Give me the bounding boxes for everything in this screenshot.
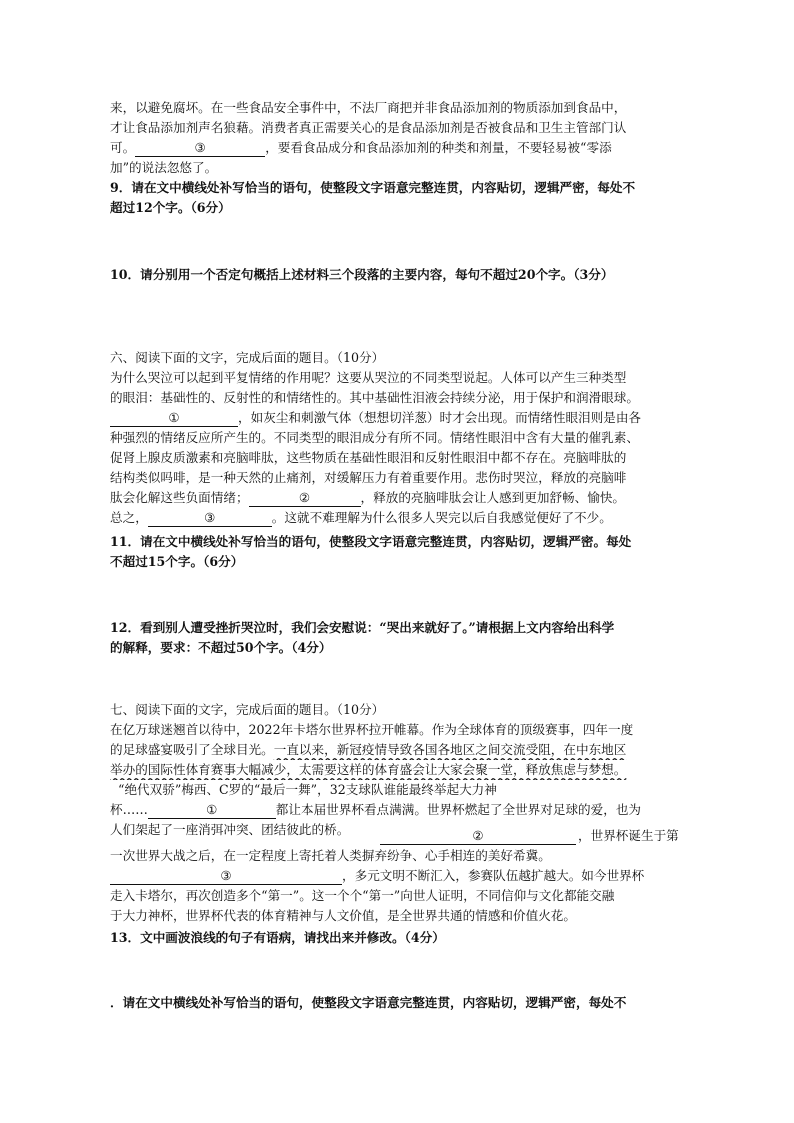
passage-line: 人们架起了一座消弭冲突、团结彼此的桥。 (110, 822, 350, 837)
passage-line: 才让食品添加剂声名狼藉。消费者真正需要关心的是食品添加剂是否被食品和卫生主管部门认 (110, 120, 627, 135)
answer-blank-2[interactable]: ② (249, 490, 361, 507)
question-10: 10．请分别用一个否定句概括上述材料三个段落的主要内容，每句不超过20个字。（3分） (110, 267, 614, 282)
passage-line-overlay (380, 826, 580, 846)
answer-blank-3[interactable]: ③ (135, 140, 265, 157)
answer-blank-3[interactable]: ③ (148, 510, 272, 527)
answer-blank-2[interactable]: ② (380, 828, 576, 845)
passage-line: 肽会化解这些负面情绪； ② ，释放的亮脑啡肽会让人感到更加舒畅、愉快。 (110, 490, 625, 505)
question-13: 13．文中画波浪线的句子有语病，请找出来并修改。（4分） (110, 930, 445, 945)
question-11: 11．请在文中横线处补写恰当的语句，使整段文字语意完整连贯，内容贴切，逻辑严密。每处 (110, 534, 632, 549)
answer-blank-3[interactable]: ③ (110, 868, 342, 885)
question-12-cont: 的解释，要求：不超过50个字。（4分） (110, 640, 332, 655)
passage-line: ③ ，多元文明不断汇入，参赛队伍越扩越大。如今世界杯 (110, 866, 690, 886)
section-heading: 六、阅读下面的文字，完成后面的题目。（10分） (110, 350, 385, 365)
passage-line: 杯…… ① 都让本届世界杯看点满满。世界杯燃起了全世界对足球的爱，也为 (110, 802, 641, 817)
passage-line: 的足球盛宴吸引了全球目光。一直以来，新冠疫情导致各国各地区之间交流受阻，在中东地区 (110, 742, 627, 757)
passage-line: 为什么哭泣可以起到平复情绪的作用呢？这要从哭泣的不同类型说起。人体可以产生三种类型 (110, 370, 627, 385)
passage-line: 可。 ③ ，要看食品成分和食品添加剂的种类和剂量，不要轻易被“零添 (110, 140, 612, 155)
passage-line: 加”的说法忽悠了。 (110, 160, 218, 175)
wavy-sentence: 一直以来，新冠疫情导致各国各地区之间交流受阻，在中东地区 (273, 742, 627, 757)
answer-blank-1[interactable]: ① (148, 802, 276, 819)
question-12: 12．看到别人遭受挫折哭泣时，我们会安慰说：“哭出来就好了。”请根据上文内容给出科学 (110, 620, 615, 635)
question-14: ．请在文中横线处补写恰当的语句，使整段文字语意完整连贯，内容贴切，逻辑严密，每处不 (110, 995, 627, 1010)
passage-line: 走入卡塔尔，再次创造多个“第一”。这一个个“第一”向世人证明，不同信仰与文化都能交融 (110, 888, 615, 903)
passage-line: 种强烈的情绪反应所产生的。不同类型的眼泪成分有所不同。情绪性眼泪中含有大量的催乳素、 (110, 430, 639, 445)
passage-line: 总之， ③ 。这就不难理解为什么很多人哭完以后自我感觉便好了不少。 (110, 510, 612, 525)
question-9-cont: 超过12个字。（6分） (110, 200, 231, 215)
passage-line: 于大力神杯，世界杯代表的体育精神与人文价值，是全世界共通的情感和价值火花。 (110, 908, 576, 923)
section-heading: 七、阅读下面的文字，完成后面的题目。（10分） (110, 702, 385, 717)
wavy-sentence: 举办的国际性体育赛事大幅减少，太需要这样的体育盛会让大家会聚一堂，释放焦虑与梦想。 (110, 762, 627, 777)
question-9: 9．请在文中横线处补写恰当的语句，使整段文字语意完整连贯，内容贴切，逻辑严密，每处不 (110, 180, 636, 195)
passage-line: 的眼泪：基础性的、反射性的和情绪性的。其中基础性泪液会持续分泌，用于保护和润滑眼球。 (110, 390, 639, 405)
passage-line-overlay: ，世界杯诞生于第 (578, 828, 679, 843)
passage-line (110, 760, 690, 780)
passage-line: ① ，如灰尘和刺激气体（想想切洋葱）时才会出现。而情绪性眼泪则是由各 (110, 408, 690, 428)
passage-line: 促肾上腺皮质激素和亮脑啡肽，这些物质在基础性眼泪和反射性眼泪中都不存在。亮脑啡肽的 (110, 450, 627, 465)
passage-line: 来，以避免腐坏。在一些食品安全事件中，不法厂商把并非食品添加剂的物质添加到食品中， (110, 100, 627, 115)
passage-line: 结构类似吗啡，是一种天然的止痛剂，对缓解压力有着重要作用。悲伤时哭泣，释放的亮脑啡 (110, 470, 627, 485)
passage-line: “绝代双骄”梅西、C罗的“最后一舞”，32支球队谁能最终举起大力神 (118, 782, 497, 797)
passage-line: 在亿万球迷翘首以待中，2022年卡塔尔世界杯拉开帷幕。作为全球体育的顶级赛事，四年一度 (110, 722, 634, 737)
passage-line: 一次世界大战之后，在一定程度上寄托着人类摒弃纷争、心手相连的美好希冀。 (110, 848, 551, 863)
question-11-cont: 不超过15个字。（6分） (110, 554, 244, 569)
answer-blank-1[interactable]: ① (110, 410, 238, 427)
